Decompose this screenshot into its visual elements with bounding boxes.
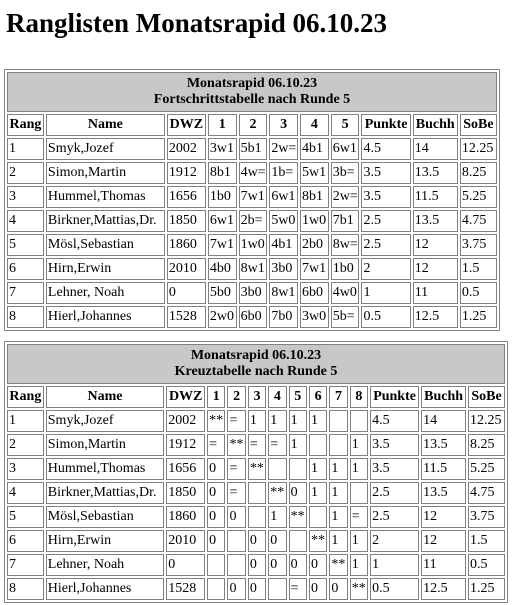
table-cell: 0 [268, 554, 286, 576]
progress-table [4, 69, 500, 331]
column-header-opponent-4: 4 [268, 386, 286, 408]
table-cell: Simon,Martin [46, 434, 165, 456]
table-cell: 1850 [167, 210, 206, 232]
table-cell: 6w1 [331, 138, 360, 160]
table-cell: 0 [207, 530, 225, 552]
table-cell: 4b1 [269, 234, 298, 256]
table-row [7, 506, 505, 528]
table-cell: 3.5 [361, 186, 410, 208]
table-cell: 6w1 [269, 186, 298, 208]
table-cell: 12.25 [468, 410, 505, 432]
table-cell: 0 [289, 482, 307, 504]
table-cell: 2010 [166, 530, 205, 552]
table-cell [207, 554, 225, 576]
table-row [7, 410, 505, 432]
table-cell: 2002 [167, 138, 206, 160]
table-cell: 0 [248, 530, 266, 552]
table-cell: 1528 [166, 578, 205, 600]
column-header-round-3: 3 [269, 114, 298, 136]
table-row [7, 186, 497, 208]
table-cell: 1 [248, 410, 266, 432]
table-cell [289, 458, 307, 480]
cross-table-caption-title: Monatsrapid 06.10.23 [190, 348, 322, 363]
table-cell: 0 [207, 482, 225, 504]
table-cell: ** [248, 458, 266, 480]
table-cell: 7b0 [269, 306, 298, 328]
table-cell: 0 [248, 554, 266, 576]
column-header-opponent-1: 1 [207, 386, 225, 408]
table-cell: 3b0 [239, 282, 268, 304]
table-cell [309, 506, 327, 528]
table-cell: 8w= [331, 234, 360, 256]
column-header-rang: Rang [7, 114, 44, 136]
table-cell: ** [309, 530, 327, 552]
table-cell: 2.5 [370, 506, 419, 528]
table-row [7, 434, 505, 456]
column-header-opponent-7: 7 [329, 386, 347, 408]
table-cell: 3b0 [269, 258, 298, 280]
table-cell: 0 [167, 282, 206, 304]
cross-table [4, 341, 508, 603]
column-header-name: Name [46, 114, 165, 136]
column-header-round-5: 5 [331, 114, 360, 136]
table-cell: = [350, 506, 368, 528]
table-cell: 11 [413, 282, 458, 304]
table-cell: 3w0 [300, 306, 329, 328]
table-cell: = [289, 578, 307, 600]
table-cell: 2b0 [300, 234, 329, 256]
progress-table-body [7, 138, 497, 328]
table-cell: = [207, 434, 225, 456]
table-cell: 1 [268, 506, 286, 528]
table-cell: 5b0 [208, 282, 237, 304]
table-cell: 1656 [167, 186, 206, 208]
table-cell: 1860 [167, 234, 206, 256]
table-cell: Hirn,Erwin [46, 258, 165, 280]
table-cell: 8.25 [460, 162, 497, 184]
table-row [7, 210, 497, 232]
table-row [7, 578, 505, 600]
table-row [7, 482, 505, 504]
table-cell: 0 [227, 506, 245, 528]
table-cell [227, 530, 245, 552]
table-cell: = [248, 434, 266, 456]
table-cell: 6w1 [208, 210, 237, 232]
table-cell: ** [227, 434, 245, 456]
table-cell: 2 [7, 162, 44, 184]
table-cell: 8b1 [208, 162, 237, 184]
table-cell: 0 [207, 506, 225, 528]
table-cell: 5 [7, 234, 44, 256]
table-cell: 1 [268, 410, 286, 432]
table-cell: 12.25 [460, 138, 497, 160]
column-header-sobe: SoBe [460, 114, 497, 136]
table-cell [329, 434, 347, 456]
table-cell: 14 [413, 138, 458, 160]
column-header-dwz: DWZ [167, 114, 206, 136]
table-cell: Smyk,Jozef [46, 138, 165, 160]
table-cell: ** [289, 506, 307, 528]
table-cell: 2 [361, 258, 410, 280]
table-cell: 13.5 [413, 210, 458, 232]
table-cell: 5.25 [468, 458, 505, 480]
table-cell: 0 [227, 578, 245, 600]
table-cell: 6b0 [239, 306, 268, 328]
column-header-opponent-5: 5 [289, 386, 307, 408]
table-cell: 8b1 [300, 186, 329, 208]
table-cell: 1912 [167, 162, 206, 184]
table-cell: 3.5 [361, 162, 410, 184]
table-cell: 1 [7, 410, 44, 432]
table-cell: 8 [7, 578, 44, 600]
table-cell: ** [329, 554, 347, 576]
table-cell: = [268, 434, 286, 456]
table-cell: 2b= [239, 210, 268, 232]
column-header-round-1: 1 [208, 114, 237, 136]
table-cell: 8w1 [239, 258, 268, 280]
table-cell: 4b0 [208, 258, 237, 280]
table-cell: 2w= [331, 186, 360, 208]
table-cell: 1 [350, 458, 368, 480]
table-cell: 1.25 [468, 578, 505, 600]
table-cell: ** [268, 482, 286, 504]
table-cell [268, 458, 286, 480]
column-header-buchh: Buchh [421, 386, 466, 408]
table-cell: Mösl,Sebastian [46, 234, 165, 256]
column-header-opponent-6: 6 [309, 386, 327, 408]
table-cell: 13.5 [413, 162, 458, 184]
cross-table-caption [7, 344, 505, 384]
table-cell: Lehner, Noah [46, 554, 165, 576]
table-cell: 1 [309, 482, 327, 504]
table-cell: 2 [370, 530, 419, 552]
table-cell: Hierl,Johannes [46, 578, 165, 600]
table-cell: 13.5 [421, 482, 466, 504]
table-cell: 1 [289, 410, 307, 432]
table-cell [309, 434, 327, 456]
table-cell: 7w1 [239, 186, 268, 208]
table-cell: Simon,Martin [46, 162, 165, 184]
table-cell: 3 [7, 186, 44, 208]
table-cell: 1b= [269, 162, 298, 184]
table-cell: 1656 [166, 458, 205, 480]
table-cell: 2w0 [208, 306, 237, 328]
table-cell: 2.5 [370, 482, 419, 504]
table-cell: 1w0 [239, 234, 268, 256]
progress-table-caption-title: Monatsrapid 06.10.23 [186, 76, 318, 91]
table-cell: 12 [421, 506, 466, 528]
column-header-opponent-3: 3 [248, 386, 266, 408]
table-cell: 5 [7, 506, 44, 528]
table-cell [248, 482, 266, 504]
table-row [7, 258, 497, 280]
table-cell [350, 482, 368, 504]
table-cell: 14 [421, 410, 466, 432]
table-cell: 1 [289, 434, 307, 456]
table-cell: Hummel,Thomas [46, 458, 165, 480]
table-cell: Lehner, Noah [46, 282, 165, 304]
table-cell: 3.5 [370, 458, 419, 480]
column-header-opponent-2: 2 [227, 386, 245, 408]
table-cell: = [227, 458, 245, 480]
table-row [7, 306, 497, 328]
table-row [7, 554, 505, 576]
table-cell: 0 [309, 554, 327, 576]
table-cell: 2 [7, 434, 44, 456]
table-cell: 0 [309, 578, 327, 600]
table-cell: 1.5 [460, 258, 497, 280]
table-cell [289, 530, 307, 552]
table-cell: 0.5 [468, 554, 505, 576]
table-cell: 6 [7, 530, 44, 552]
table-cell: 1912 [166, 434, 205, 456]
table-cell: 4.5 [370, 410, 419, 432]
table-row [7, 138, 497, 160]
table-cell: 12.5 [413, 306, 458, 328]
table-cell: = [227, 482, 245, 504]
table-cell: ** [350, 578, 368, 600]
table-cell: 2w= [269, 138, 298, 160]
table-cell: 1 [329, 458, 347, 480]
table-cell: 2002 [166, 410, 205, 432]
column-header-sobe: SoBe [468, 386, 505, 408]
table-cell: 11 [421, 554, 466, 576]
table-cell: 8 [7, 306, 44, 328]
table-cell: 0.5 [460, 282, 497, 304]
table-cell: 1 [370, 554, 419, 576]
cross-table-caption-subtitle: Kreuztabelle nach Runde 5 [174, 364, 338, 379]
column-header-opponent-8: 8 [350, 386, 368, 408]
column-header-buchh: Buchh [413, 114, 458, 136]
table-cell: 5b= [331, 306, 360, 328]
table-cell [207, 578, 225, 600]
table-cell: 0 [207, 458, 225, 480]
table-cell: 1w0 [300, 210, 329, 232]
table-cell: Smyk,Jozef [46, 410, 165, 432]
table-cell: = [227, 410, 245, 432]
table-cell: Birkner,Mattias,Dr. [46, 210, 165, 232]
table-cell: 0 [289, 554, 307, 576]
table-cell: 6b0 [300, 282, 329, 304]
table-cell: 5w1 [300, 162, 329, 184]
table-cell: 4b1 [300, 138, 329, 160]
table-cell: 1 [7, 138, 44, 160]
column-header-round-4: 4 [300, 114, 329, 136]
table-cell: 1 [309, 410, 327, 432]
table-cell: Birkner,Mattias,Dr. [46, 482, 165, 504]
table-cell: 1.5 [468, 530, 505, 552]
column-header-name: Name [46, 386, 165, 408]
table-cell: 4w0 [331, 282, 360, 304]
table-cell: 0.5 [370, 578, 419, 600]
table-cell: 11.5 [421, 458, 466, 480]
table-cell: 4w= [239, 162, 268, 184]
table-cell: 2010 [167, 258, 206, 280]
table-cell: 4 [7, 482, 44, 504]
table-cell: 5.25 [460, 186, 497, 208]
table-cell: 8.25 [468, 434, 505, 456]
table-cell [227, 554, 245, 576]
table-cell: 4 [7, 210, 44, 232]
table-cell: 0 [268, 530, 286, 552]
table-cell: 1 [350, 554, 368, 576]
table-cell: 3 [7, 458, 44, 480]
table-cell [329, 410, 347, 432]
table-cell: 1 [329, 506, 347, 528]
table-cell: 12 [413, 234, 458, 256]
table-cell: 1528 [167, 306, 206, 328]
table-cell: 3.5 [370, 434, 419, 456]
table-cell: 12 [421, 530, 466, 552]
table-cell: 6 [7, 258, 44, 280]
table-cell: 7 [7, 282, 44, 304]
table-row [7, 162, 497, 184]
table-cell: 0 [248, 578, 266, 600]
table-cell: 3.75 [468, 506, 505, 528]
table-cell: Mösl,Sebastian [46, 506, 165, 528]
column-header-punkte: Punkte [370, 386, 419, 408]
table-cell: 1850 [166, 482, 205, 504]
table-cell: 0.5 [361, 306, 410, 328]
table-cell [268, 578, 286, 600]
table-cell: 7 [7, 554, 44, 576]
table-cell: 2.5 [361, 234, 410, 256]
table-cell [350, 410, 368, 432]
table-cell: 1b0 [331, 258, 360, 280]
table-row [7, 458, 505, 480]
table-cell: Hirn,Erwin [46, 530, 165, 552]
table-cell: 1 [329, 482, 347, 504]
table-cell: 4.75 [460, 210, 497, 232]
table-cell: 1.25 [460, 306, 497, 328]
table-cell: 1b0 [208, 186, 237, 208]
table-cell: 0 [329, 578, 347, 600]
table-cell: 11.5 [413, 186, 458, 208]
table-cell: 1 [329, 530, 347, 552]
progress-table-caption [7, 72, 497, 112]
table-cell: 5w0 [269, 210, 298, 232]
table-cell: 4.5 [361, 138, 410, 160]
table-cell: 2.5 [361, 210, 410, 232]
table-cell: 12.5 [421, 578, 466, 600]
table-row [7, 530, 505, 552]
column-header-punkte: Punkte [361, 114, 410, 136]
table-cell: 1 [309, 458, 327, 480]
table-cell: 3b= [331, 162, 360, 184]
table-cell: 3w1 [208, 138, 237, 160]
table-cell: 1860 [166, 506, 205, 528]
progress-table-header-row [7, 114, 497, 136]
table-cell: 13.5 [421, 434, 466, 456]
progress-table-caption-subtitle: Fortschrittstabelle nach Runde 5 [153, 92, 351, 107]
column-header-rang: Rang [7, 386, 44, 408]
table-cell [248, 506, 266, 528]
table-cell: 7w1 [208, 234, 237, 256]
table-cell: 8w1 [269, 282, 298, 304]
table-cell: 1 [361, 282, 410, 304]
cross-table-body [7, 410, 505, 600]
table-cell: 0 [166, 554, 205, 576]
cross-table-header-row [7, 386, 505, 408]
table-cell: 1 [350, 434, 368, 456]
column-header-dwz: DWZ [166, 386, 205, 408]
table-cell: 7w1 [300, 258, 329, 280]
table-row [7, 282, 497, 304]
table-cell: Hierl,Johannes [46, 306, 165, 328]
table-cell: 3.75 [460, 234, 497, 256]
table-row [7, 234, 497, 256]
table-cell: 1 [350, 530, 368, 552]
page-title: Ranglisten Monatsrapid 06.10.23 [6, 8, 388, 38]
table-cell: Hummel,Thomas [46, 186, 165, 208]
table-cell: ** [207, 410, 225, 432]
table-cell: 4.75 [468, 482, 505, 504]
table-cell: 12 [413, 258, 458, 280]
table-cell: 7b1 [331, 210, 360, 232]
table-cell: 5b1 [239, 138, 268, 160]
column-header-round-2: 2 [239, 114, 268, 136]
